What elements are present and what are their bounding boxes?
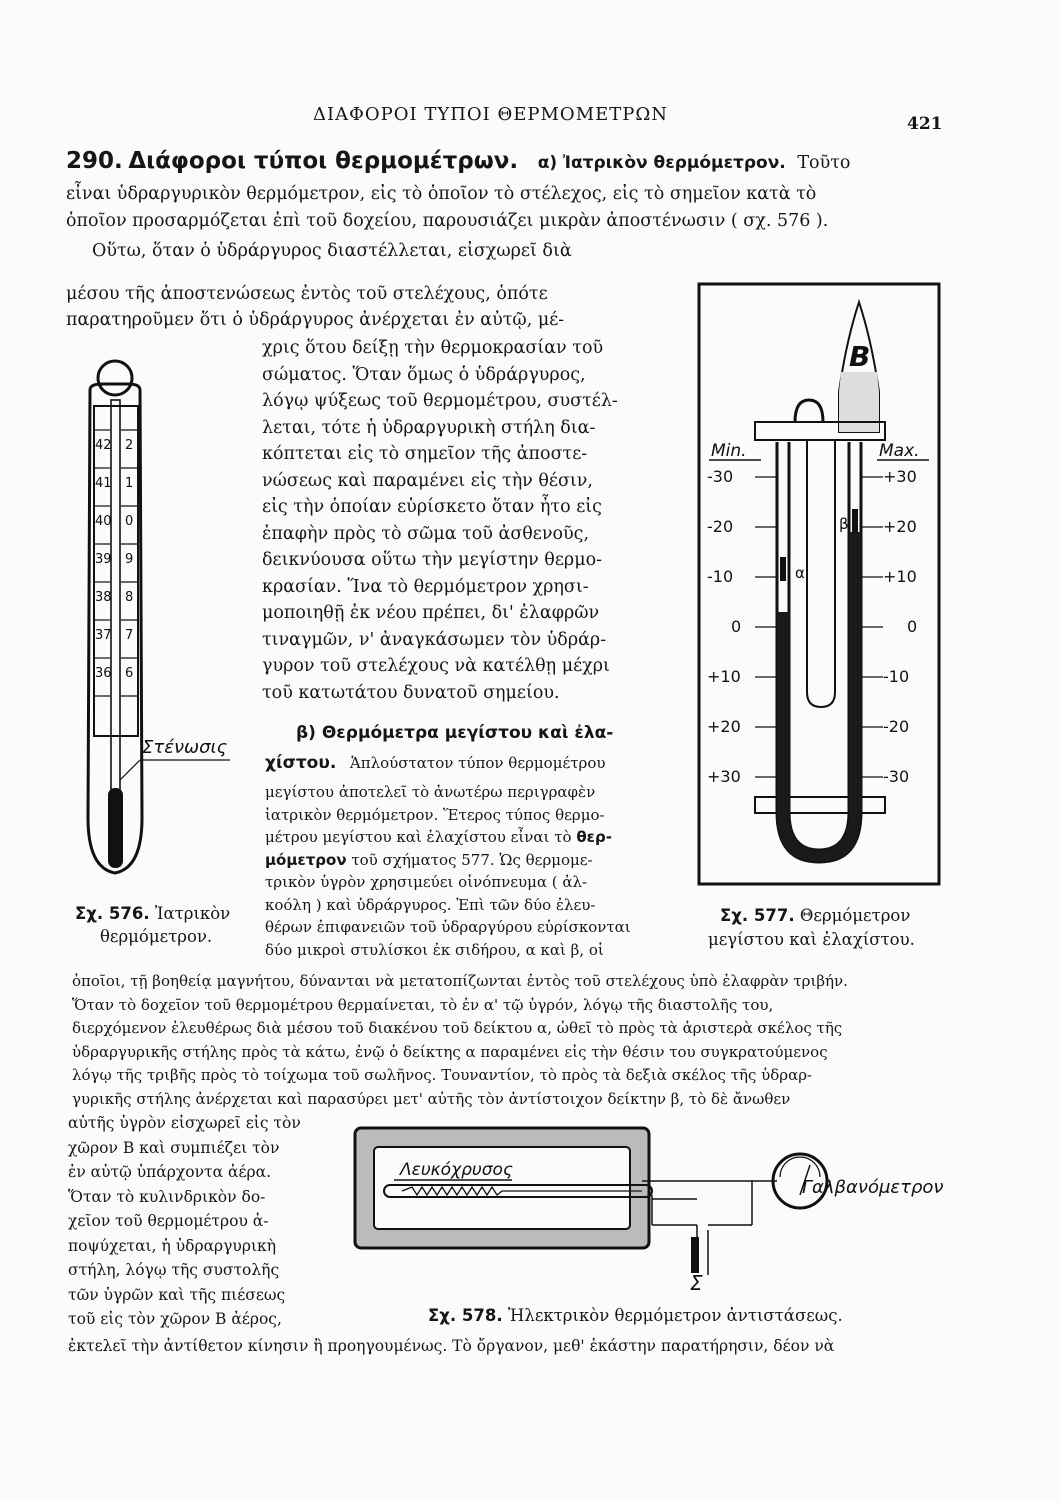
paragraph-line: δύο μικροὶ στυλίσκοι ἐκ σιδήρου, α καὶ β, οἱ: [265, 940, 604, 959]
b-bold-term-2: μόμετρον: [265, 850, 347, 869]
min-scale-label: +20: [707, 717, 741, 736]
paragraph-line: παρατηροῦμεν ὅτι ὁ ὑδράργυρος ἀνέρχεται ἐν αὐτῷ, μέ-: [66, 310, 565, 330]
paragraph-line: εἶναι ὑδραργυρικὸν θερμόμετρον, εἰς τὸ ὁποῖον τὸ στέλεχος, εἰς τὸ σημεῖον κατὰ τὸ: [66, 184, 817, 204]
section-heading: [66, 150, 850, 174]
scale-left-label: 39: [95, 552, 112, 567]
page-number: 421: [907, 114, 943, 134]
min-scale-label: -10: [707, 567, 734, 586]
paragraph-line: χεῖον τοῦ θερμομέτρου ἀ-: [68, 1212, 269, 1230]
paragraph-line: νώσεως καὶ παραμένει εἰς τὴν θέσιν,: [262, 470, 593, 491]
sub-b-first-line: [265, 752, 605, 774]
scale-left-label: 41: [95, 476, 112, 491]
paragraph-line: ἐν αὐτῷ ὑπάρχοντα ἀέρα.: [68, 1163, 272, 1181]
fig577-caption-line2: μεγίστου καὶ ἐλαχίστου.: [708, 930, 915, 949]
bottom-clamp: [755, 797, 885, 813]
b-line-part: τοῦ σχήματος 577. Ὡς θερμομε-: [351, 850, 593, 869]
sub-b-column: [265, 781, 685, 961]
figure-576-clinical-thermometer: [80, 348, 260, 888]
paragraph-line: τοῦ εἰς τὸν χῶρον Β ἀέρος,: [68, 1310, 282, 1328]
index-beta-label: β: [839, 515, 849, 533]
paragraph-line: τρικὸν ὑγρὸν χρησιμεύει οἰνόπνευμα ( ἀλ-: [265, 873, 588, 891]
fig578-caption: Ἠλεκτρικὸν θερμόμετρον ἀντιστάσεως.: [507, 1306, 843, 1325]
middle-column: [262, 337, 682, 708]
scale-right-label: 2: [125, 438, 134, 453]
paragraph-line: χῶρον Β καὶ συμπιέζει τὸν: [68, 1138, 280, 1157]
figure-578-resistance-thermometer: [352, 1125, 972, 1300]
sub-a-label: α): [537, 153, 558, 173]
last-line: ἐκτελεῖ τὴν ἀντίθετον κίνησιν ἢ προηγουμένως. Τὸ ὄργανον, μεθ' ἑκάστην παρατήρησιν, δέον νὰ: [68, 1337, 835, 1355]
paragraph-line: τιναγμῶν, ν' ἀναγκάσωμεν τὸν ὑδράρ-: [262, 629, 607, 650]
paragraph-line: αὐτῆς ὑγρὸν εἰσχωρεῖ εἰς τὸν: [68, 1114, 301, 1132]
figure-577-max-min-thermometer: [697, 282, 942, 887]
scale-left-label: 37: [95, 628, 112, 643]
paragraph-line: δεικνύουσα οὕτω τὴν μεγίστην θερμο-: [262, 550, 603, 570]
fig576-caption: Ἰατρικὸν: [154, 904, 231, 923]
fig577-caption-line1: [720, 905, 910, 926]
platinum-label: Λευκόχρυσος: [400, 1160, 513, 1180]
battery-plate-thick: [691, 1237, 699, 1273]
paragraph-line: [265, 826, 685, 849]
fig578-caption-line: [428, 1305, 843, 1326]
sub-b-title-2: χίστου.: [265, 753, 337, 773]
scale-panel: [94, 406, 138, 736]
paragraph-line: μοποιηθῇ ἐκ νέου πρέπει, δι' ἐλαφρῶν: [262, 603, 600, 623]
paragraph-line: στήλη, λόγῳ τῆς συστολῆς: [68, 1261, 280, 1279]
index-beta: [852, 509, 858, 533]
constriction-label: Στένωσις: [142, 737, 228, 758]
scale-left-label: 36: [95, 666, 112, 681]
max-scale-label: +30: [883, 467, 917, 486]
fig577-label: Σχ. 577.: [720, 906, 795, 925]
mercury-bulb: [108, 788, 123, 868]
sub-b-first: Ἁπλούστατον τύπον θερμομέτρου: [349, 754, 606, 772]
paragraph-line: ἰατρικὸν θερμόμετρον. Ἕτερος τύπος θερμο-: [265, 805, 605, 824]
fig576-caption-line2: θερμόμετρον.: [100, 927, 213, 946]
paragraph-line: διερχόμενον ἐλευθέρως διὰ μέσου τοῦ διακένου τοῦ δείκτου α, ὠθεῖ τὸ πρὸς τὰ ἀριστερὰ σκέλος τῆς: [72, 1019, 843, 1037]
paragraph-line: κρασίαν. Ἵνα τὸ θερμόμετρον χρησι-: [262, 576, 589, 597]
scale-ticks: [755, 477, 883, 777]
scale-left-label: 42: [95, 438, 112, 453]
paragraph-line: εἰς τὴν ὁποίαν εὑρίσκετο ὅταν ἦτο εἰς: [262, 497, 602, 517]
paragraph-line: ὑδραργυρικῆς στήλης πρὸς τὰ κάτω, ἐνῷ ὁ δείκτης α παραμένει εἰς τὴν θέσιν του συγκρατούμενος: [72, 1042, 828, 1061]
paragraph-line: Οὕτω, ὅταν ὁ ὑδράργυρος διαστέλλεται, εἰσχωρεῖ διὰ: [92, 241, 572, 261]
paragraph-line: κόπτεται εἰς τὸ σημεῖον τῆς ἀποστε-: [262, 444, 588, 464]
paragraph-line: τῶν ὑγρῶν καὶ τῆς πιέσεως: [68, 1285, 286, 1304]
galvanometer-label: Γαλβανόμετρον: [802, 1177, 944, 1198]
scale-right-label: 9: [125, 552, 134, 567]
min-scale-label: +10: [707, 667, 741, 686]
scale-right-label: 7: [125, 628, 134, 643]
paragraph-line: Ὅταν τὸ δοχεῖον τοῦ θερμομέτρου θερμαίνεται, τὸ ἐν α' τῷ ὑγρόν, λόγῳ τῆς διαστολῆς του,: [72, 995, 774, 1014]
paragraph-line: τοῦ κατωτάτου δυνατοῦ σημείου.: [262, 682, 560, 703]
sub-a-title: Ἰατρικὸν θερμόμετρον.: [562, 153, 786, 173]
max-scale-label: +10: [883, 567, 917, 586]
max-label: Max.: [879, 441, 920, 461]
paragraph-line: ὁποῖοι, τῇ βοηθείᾳ μαγνήτου, δύνανται νὰ μετατοπίζωνται ἐντὸς τοῦ στελέχους ὑπὸ ἐλαφρὰν τριβήν.: [72, 972, 848, 990]
galvanometer-scale: [780, 1157, 820, 1177]
paragraph-line: γυρικῆς στήλης ἀνέρχεται καὶ παρασύρει μετ' αὐτῆς τὸν ἀντίστοιχον δείκτην β, τὸ δὲ ἄνωθεν: [72, 1089, 791, 1108]
max-scale-label: -20: [883, 717, 910, 736]
max-scale-label: 0: [907, 617, 918, 636]
paragraph-line: κοόλη ) καὶ ὑδράργυρος. Ἐπὶ τῶν δύο ἐλευ-: [265, 895, 596, 914]
paragraph-line: σώματος. Ὅταν ὅμως ὁ ὑδράργυρος,: [262, 364, 586, 385]
min-scale-label: 0: [731, 617, 742, 636]
fig576-caption-line1: [75, 903, 230, 924]
paragraph-line: μέσου τῆς ἀποστενώσεως ἐντὸς τοῦ στελέχους, ὁπότε: [66, 284, 548, 304]
scale-right-label: 1: [125, 476, 134, 491]
wide-paragraph: [72, 970, 972, 1111]
scale-left-label: 40: [95, 514, 112, 529]
alcohol-reservoir: [807, 440, 835, 707]
connecting-tube: [795, 400, 823, 422]
max-scale-label: -10: [883, 667, 910, 686]
min-scale-label: -30: [707, 467, 734, 486]
bulb-label: B: [849, 340, 871, 373]
scale-right-label: 0: [125, 514, 134, 529]
battery-label: Σ: [690, 1271, 703, 1295]
fig576-label: Σχ. 576.: [75, 904, 150, 923]
section-title: Διάφοροι τύποι θερμομέτρων.: [128, 148, 519, 174]
running-title: ΔΙΑΦΟΡΟΙ ΤΥΠΟΙ ΘΕΡΜΟΜΕΤΡΩΝ: [313, 104, 669, 125]
paragraph-line: ποψύχεται, ἡ ὑδραργυρικὴ: [68, 1236, 277, 1255]
sub-b-title-1: β) Θερμόμετρα μεγίστου καὶ ἐλα-: [296, 723, 614, 743]
b-bold-term-1: θερ-: [576, 828, 612, 846]
min-scale-label: -20: [707, 517, 734, 536]
u-tube-inner: [789, 442, 849, 850]
paragraph-line: λόγῳ τῆς τριβῆς πρὸς τὸ τοίχωμα τοῦ σωλῆνος. Τουναντίον, τὸ πρὸς τὰ δεξιὰ σκέλος τῆς ὑδραρ-: [72, 1066, 813, 1084]
index-alpha: [780, 557, 786, 581]
scale-left-label: 38: [95, 590, 112, 605]
scale-right-label: 6: [125, 666, 134, 681]
paragraph-line: [265, 849, 685, 872]
paragraph-line: ὁποῖον προσαρμόζεται ἐπὶ τοῦ δοχείου, παρουσιάζει μικρὰν ἀποστένωσιν ( σχ. 576 ).: [66, 211, 829, 231]
index-alpha-label: α: [795, 564, 805, 582]
paragraph-line: μεγίστου ἀποτελεῖ τὸ ἀνωτέρω περιγραφὲν: [265, 783, 596, 801]
fig577-caption: Θερμόμετρον: [799, 906, 911, 925]
paragraph-line: Ὅταν τὸ κυλινδρικὸν δο-: [68, 1187, 266, 1206]
paragraph-line: γυρον τοῦ στελέχους νὰ κατέλθῃ μέχρι: [262, 656, 610, 676]
paragraph-line: ἐπαφὴν πρὸς τὸ σῶμα τοῦ ἀσθενοῦς,: [262, 523, 590, 544]
paragraph-line: λεται, τότε ἡ ὑδραργυρικὴ στήλη δια-: [262, 417, 596, 438]
capillary-stem: [111, 400, 120, 830]
min-scale-label: +30: [707, 767, 741, 786]
min-label: Min.: [711, 441, 747, 461]
fig578-label: Σχ. 578.: [428, 1306, 503, 1325]
bottom-left-column: [68, 1112, 348, 1333]
scale-right-label: 8: [125, 590, 134, 605]
paragraph-line: χρις ὅτου δείξῃ τὴν θερμοκρασίαν τοῦ: [262, 338, 604, 358]
paragraph-line: θέρων ἐπιφανειῶν τοῦ ὑδραργύρου εὑρίσκονται: [265, 918, 631, 936]
max-scale-label: +20: [883, 517, 917, 536]
max-scale-label: -30: [883, 767, 910, 786]
line1-tail: Τοῦτο: [797, 153, 851, 173]
hanging-loop: [98, 361, 132, 395]
paragraph-line: λόγῳ ψύξεως τοῦ θερμομέτρου, συστέλ-: [262, 391, 618, 411]
constriction-pointer: [120, 760, 140, 780]
section-number: 290.: [66, 148, 123, 174]
b-line-part: μέτρου μεγίστου καὶ ἐλαχίστου εἶναι τὸ: [265, 828, 572, 846]
